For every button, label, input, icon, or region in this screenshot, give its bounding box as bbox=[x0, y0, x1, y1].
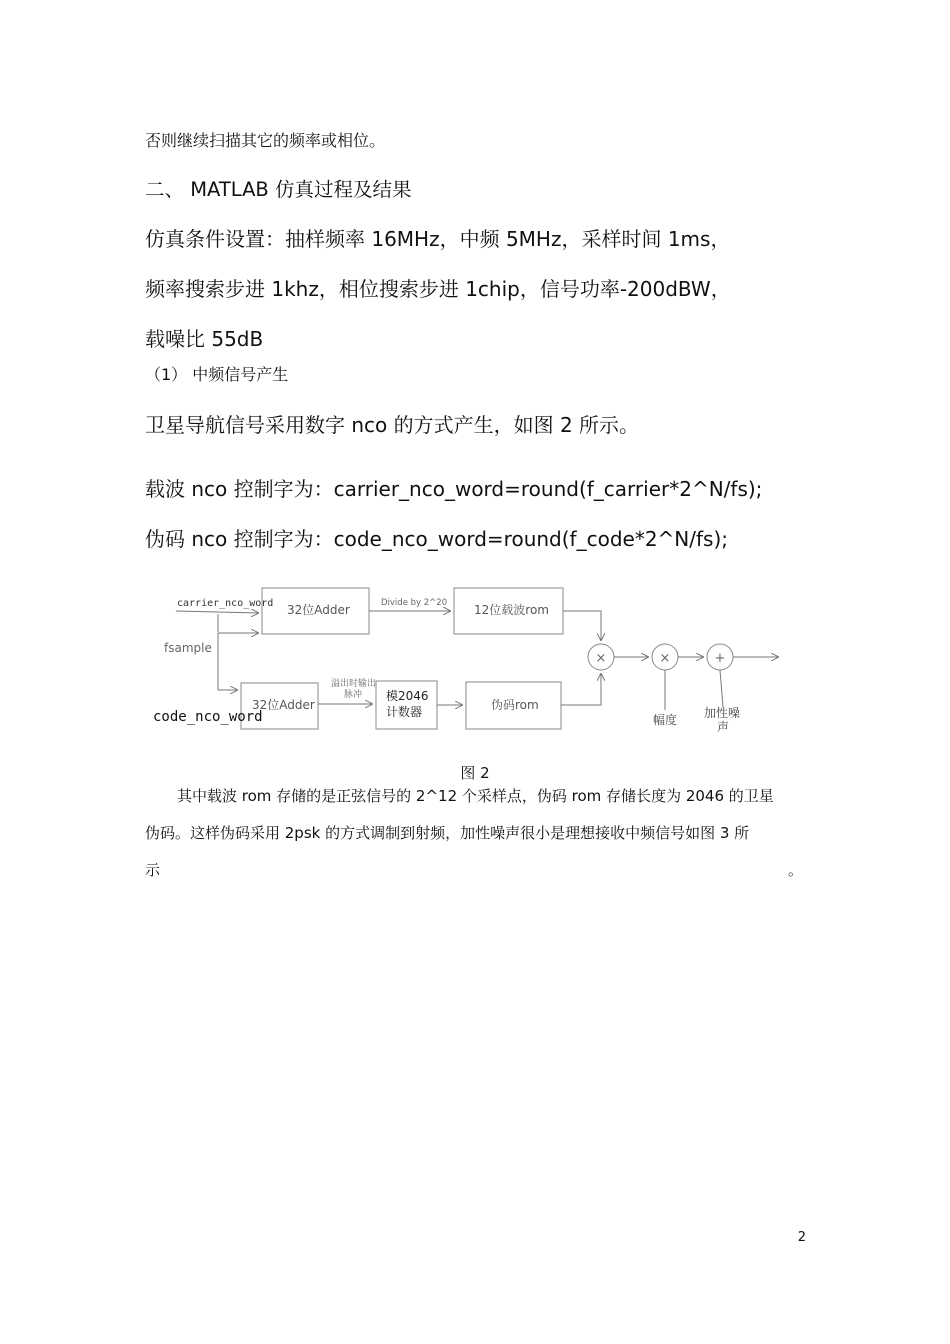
text-line: 载波 nco 控制字为：carrier_nco_word=round(f_carrier*2^N/fs); bbox=[145, 477, 763, 501]
code-input-label: code_nco_word bbox=[153, 709, 263, 725]
add-symbol: + bbox=[714, 651, 726, 666]
counter-label-1: 模2046 bbox=[386, 689, 429, 703]
text-line: 否则继续扫描其它的频率或相位。 bbox=[145, 131, 386, 150]
text-line: 伪码 nco 控制字为：code_nco_word=round(f_code*2^N/fs); bbox=[145, 527, 729, 551]
figure-caption: 图 2 bbox=[460, 764, 490, 782]
carrier-input-label: carrier_nco_word bbox=[177, 598, 274, 609]
fsample-label: fsample bbox=[164, 641, 212, 655]
text-line: 频率搜索步进 1khz，相位搜索步进 1chip，信号功率-200dBW， bbox=[145, 277, 731, 301]
subsection-heading: （1） 中频信号产生 bbox=[145, 365, 289, 384]
paragraph-line: 其中载波 rom 存储的是正弦信号的 2^12 个采样点，伪码 rom 存储长度为 2046 的卫星 bbox=[177, 787, 774, 805]
noise-label-1: 加性噪 bbox=[704, 706, 741, 720]
amplitude-label: 幅度 bbox=[653, 713, 678, 727]
text-line: 仿真条件设置：抽样频率 16MHz，中频 5MHz，采样时间 1ms， bbox=[145, 227, 731, 251]
section-heading: 二、 MATLAB 仿真过程及结果 bbox=[145, 178, 412, 201]
page-number: 2 bbox=[797, 1230, 806, 1245]
divide-label: Divide by 2^20 bbox=[381, 598, 448, 608]
multiply-symbol-1: × bbox=[595, 651, 607, 666]
carrier-rom-label: 12位载波rom bbox=[474, 603, 549, 617]
text-line: 载噪比 55dB bbox=[145, 327, 264, 351]
overflow-label-2: 脉冲 bbox=[344, 690, 363, 700]
noise-label-2: 声 bbox=[717, 720, 730, 734]
multiply-symbol-2: × bbox=[659, 651, 671, 666]
counter-label-2: 计数器 bbox=[386, 705, 423, 719]
code-rom-label: 伪码rom bbox=[491, 698, 539, 712]
adder-bottom-label: 32位Adder bbox=[252, 698, 315, 712]
paragraph-line: 伪码。这样伪码采用 2psk 的方式调制到射频，加性噪声很小是理想接收中频信号如图 3 所 bbox=[145, 824, 750, 842]
adder-top-label: 32位Adder bbox=[287, 603, 350, 617]
paragraph-line: 示 bbox=[145, 861, 161, 879]
paragraph-line: 。 bbox=[788, 861, 804, 879]
text-line: 卫星导航信号采用数字 nco 的方式产生，如图 2 所示。 bbox=[145, 413, 640, 437]
overflow-label-1: 溢出时输出 bbox=[331, 679, 377, 689]
